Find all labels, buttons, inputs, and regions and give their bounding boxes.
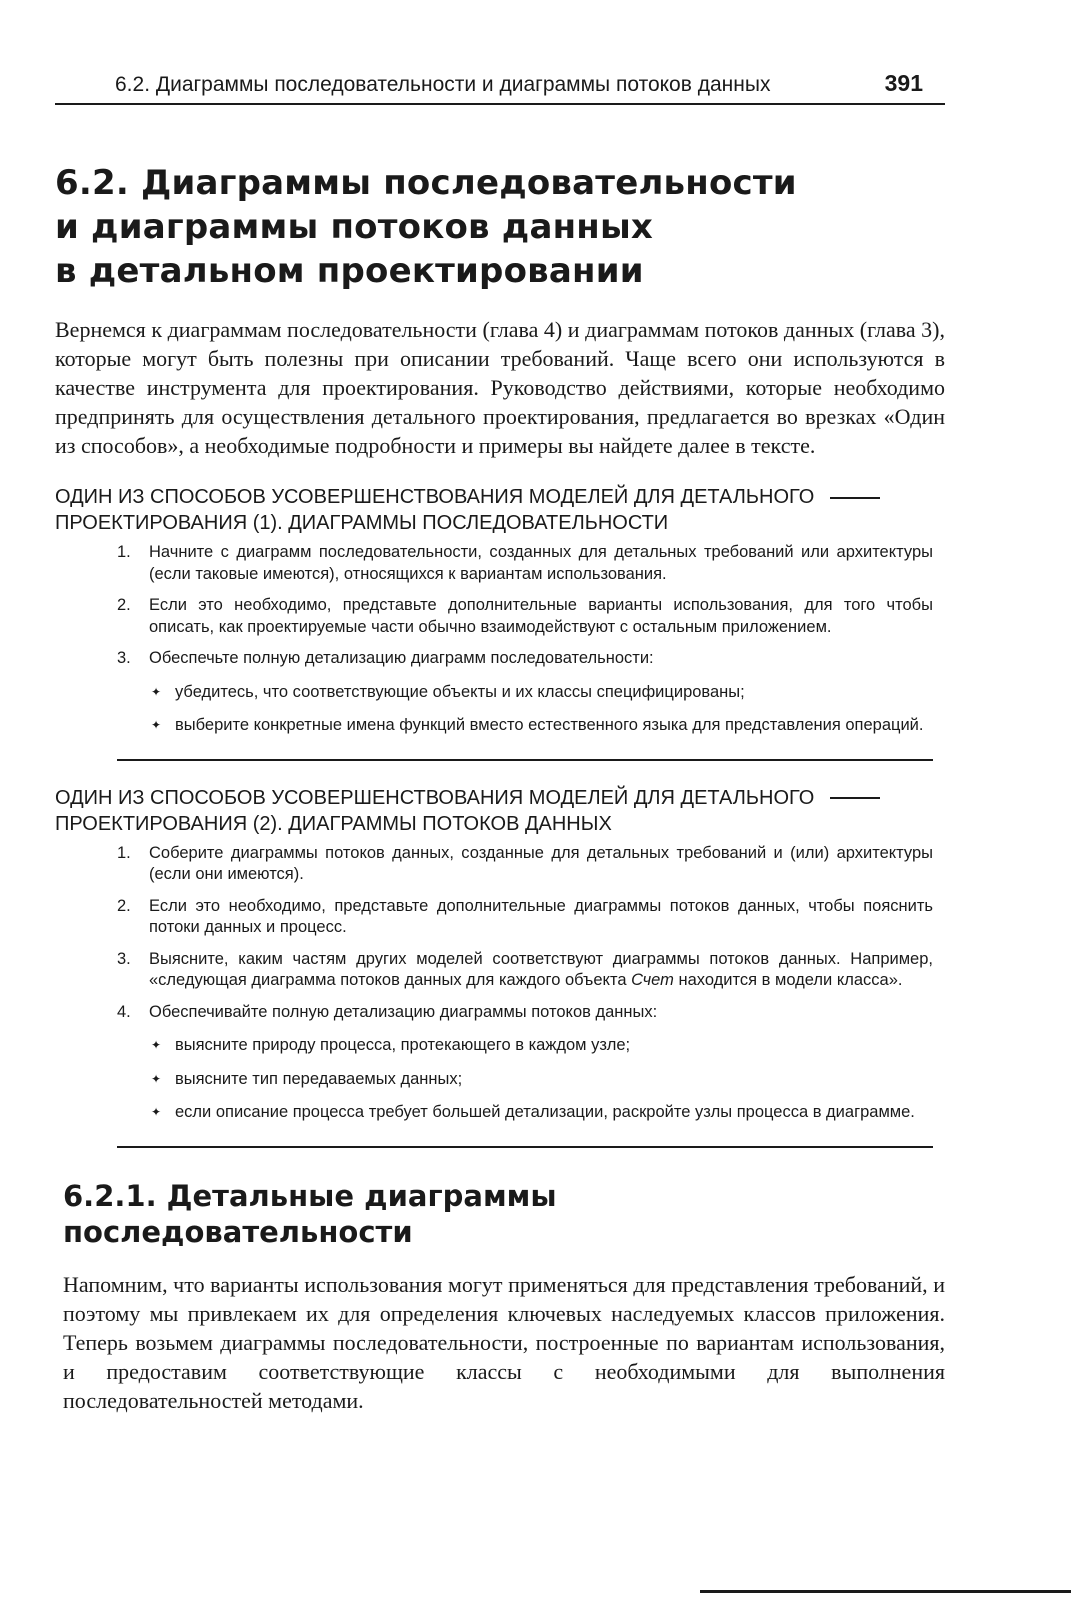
bullet-item: ✦ выясните природу процесса, протекающего в каждом узле; [149,1035,933,1057]
title-rule [830,797,880,799]
list-item [117,595,933,638]
list-item [117,896,933,939]
bullet-list [149,1035,933,1124]
list-item [117,843,933,886]
bottom-edge-rule [700,1590,1071,1593]
item-number: 3. [117,949,131,968]
running-head [55,70,945,105]
box-title-line: ОДИН ИЗ СПОСОБОВ УСОВЕРШЕНСТВОВАНИЯ МОДЕЛЕЙ ДЛЯ ДЕТАЛЬНОГО [55,786,815,809]
box-title [55,785,945,837]
box-title [55,484,945,536]
list-item [117,1002,933,1124]
item-text: находится в модели класса». [673,971,903,989]
subsection-paragraph: Напомним, что варианты использования могут применяться для представления требований, и поэтому мы привлекаем их для определения ключевых наследуемых классов приложения. Теперь возьмем диаграммы последовательности, построенные по вариантам использования, и предоставим соответствующие классы с необходимыми для выполнения последовательностей методами. [63,1271,945,1413]
item-text: Если это необходимо, представьте дополнительные диаграммы потоков данных, чтобы пояснить потоки данных и процесс. [149,896,933,936]
title-rule [830,497,880,499]
sidebar-box-dataflow [55,785,945,1148]
item-text: Обеспечьте полную детализацию диаграмм последовательности: [149,649,654,667]
subsection-title [63,1178,945,1250]
page-number: 391 [884,70,923,96]
item-number: 2. [117,596,131,614]
item-text: Обеспечивайте полную детализацию диаграммы потоков данных: [149,1002,658,1021]
section-title-line: и диаграммы потоков данных [55,207,654,247]
item-text: Соберите диаграммы потоков данных, созданные для детальных требований и (или) архитектуры (если они имеются). [149,843,933,883]
steps-list [117,542,933,761]
section-title-line: в детальном проектировании [55,251,644,291]
list-item [117,648,933,737]
bullet-item: ✦ если описание процесса требует большей детализации, раскройте узлы процесса в диаграмме. [149,1102,933,1124]
item-text: Начните с диаграмм последовательности, созданных для детальных требований или архитектуры (если таковые имеются), относящихся к вариантам использования. [149,543,933,583]
box-title-line: ПРОЕКТИРОВАНИЯ (2). ДИАГРАММЫ ПОТОКОВ ДАННЫХ [55,812,612,835]
bullet-item: ✦ убедитесь, что соответствующие объекты и их классы специфицированы; [149,682,933,704]
item-number: 1. [117,843,131,862]
intro-paragraph: Вернемся к диаграммам последовательности (глава 4) и диаграммам потоков данных (глава 3), которые могут быть полезны при описании требований. Чаще всего они используются в качестве инструмента для проектирования. Руководство действиями, которые необходимо предпринять для осуществления детального проектирования, предлагается во врезках «Один из способов», а необходимые подробности и примеры вы найдете далее в тексте. [55,317,945,458]
running-head-title: 6.2. Диаграммы последовательности и диаграммы потоков данных [115,73,771,96]
item-number: 1. [117,543,131,561]
item-text-italic: Счет [631,971,674,989]
bullet-item: ✦ выберите конкретные имена функций вместо естественного языка для представления операций. [149,715,933,737]
item-text: Если это необходимо, представьте дополнительные варианты использования, для того чтобы описать, как проектируемые части обычно взаимодействуют с остальным приложением. [149,596,933,636]
steps-list [117,843,933,1148]
list-item [117,949,933,992]
item-number: 3. [117,649,131,667]
sidebar-box-sequence [55,484,945,761]
box-title-line: ПРОЕКТИРОВАНИЯ (1). ДИАГРАММЫ ПОСЛЕДОВАТЕЛЬНОСТИ [55,512,669,534]
bullet-item: ✦ выясните тип передаваемых данных; [149,1069,933,1091]
bullet-list [149,682,933,737]
box-title-line: ОДИН ИЗ СПОСОБОВ УСОВЕРШЕНСТВОВАНИЯ МОДЕЛЕЙ ДЛЯ ДЕТАЛЬНОГО [55,486,815,508]
item-number: 4. [117,1002,131,1021]
section-title-line: 6.2. Диаграммы последовательности [55,163,797,203]
item-text: Выясните, каким частям других моделей соответствуют диаграммы потоков данных. Например, «следующая диаграмма потоков данных для каждого объекта [149,949,933,989]
list-item [117,542,933,585]
item-number: 2. [117,896,131,915]
section-title [55,161,945,293]
subsection-title-line: 6.2.1. Детальные диаграммы [63,1178,557,1213]
book-page [55,70,945,1415]
subsection-title-line: последовательности [63,1214,413,1249]
